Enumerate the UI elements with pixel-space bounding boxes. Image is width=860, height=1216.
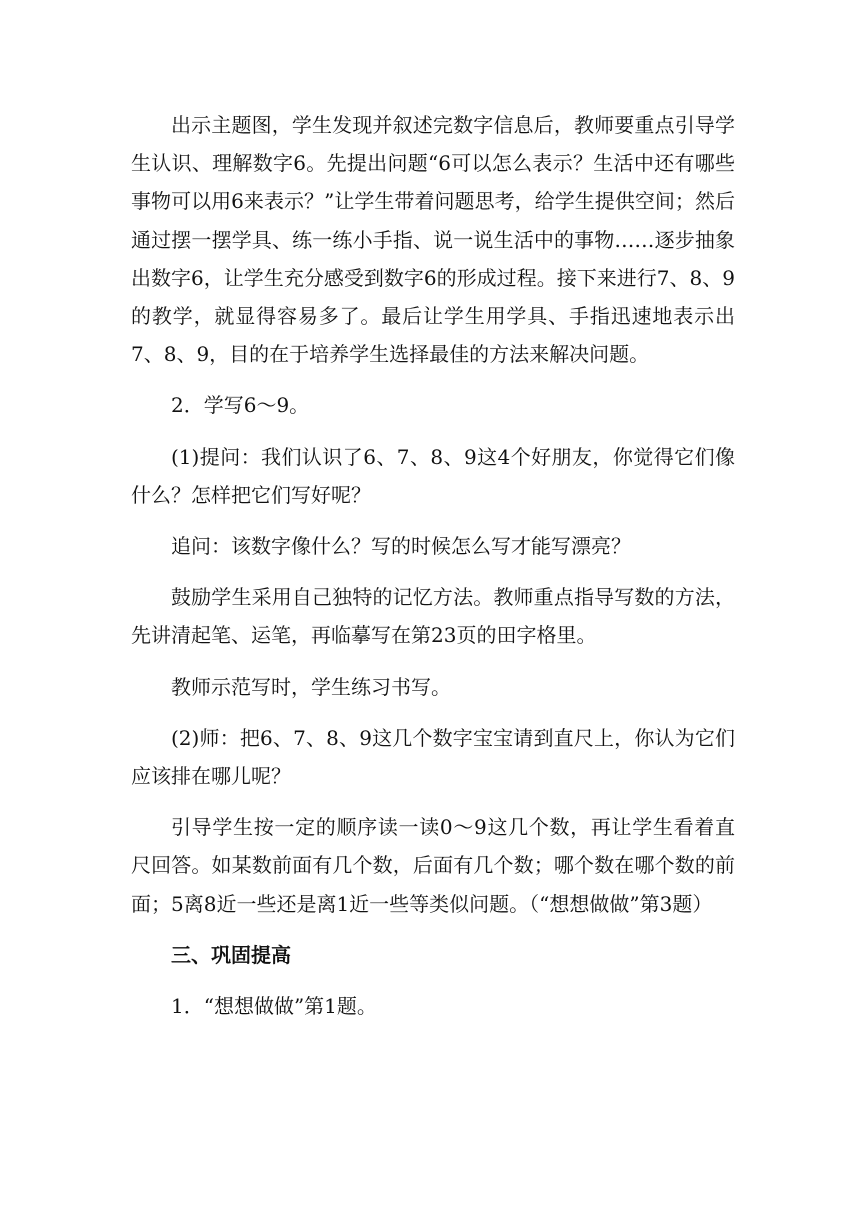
section-heading: 三、巩固提高 bbox=[171, 942, 291, 967]
paragraph-demo: 教师示范写时，学生练习书写。 bbox=[171, 674, 451, 699]
paragraph-step-2: 2．学写6～9。 bbox=[171, 393, 310, 418]
paragraph-guide: 引导学生按一定的顺序读一读0～9这几个数，再让学生看着直尺回答。如某数前面有几个数，后面有几个数；哪个数在哪个数的前面；5离8近一些还是离1近一些等类似问题。（“想想做做”第3题） bbox=[131, 815, 735, 916]
paragraph-exercise-1: 1．“想想做做”第1题。 bbox=[171, 994, 377, 1019]
document-body bbox=[131, 106, 735, 1025]
paragraph-encourage: 鼓励学生采用自己独特的记忆方法。教师重点指导写数的方法，先讲清起笔、运笔，再临摹写在第23页的田字格里。 bbox=[131, 585, 735, 648]
paragraph-question-2: (2)师：把6、7、8、9这几个数字宝宝请到直尺上，你认为它们应该排在哪儿呢？ bbox=[131, 725, 735, 789]
paragraph-intro: 出示主题图，学生发现并叙述完数字信息后，教师要重点引导学生认识、理解数字6。先提出问题“6可以怎么表示？生活中还有哪些事物可以用6来表示？”让学生带着问题思考，给学生提供空间；然后通过摆一摆学具、练一练小手指、说一说生活中的事物……逐步抽象出数字6，让学生充分感受到数字6的形成过程。接下来进行7、8、9的教学，就显得容易多了。最后让学生用学具、手指迅速地表示出7、8、9，目的在于培养学生选择最佳的方法来解决问题。 bbox=[131, 113, 735, 367]
paragraph-question-1: (1)提问：我们认识了6、7、8、9这4个好朋友，你觉得它们像什么？怎样把它们写好呢？ bbox=[131, 444, 735, 507]
paragraph-follow-up: 追问：该数字像什么？写的时候怎么写才能写漂亮？ bbox=[171, 534, 631, 559]
